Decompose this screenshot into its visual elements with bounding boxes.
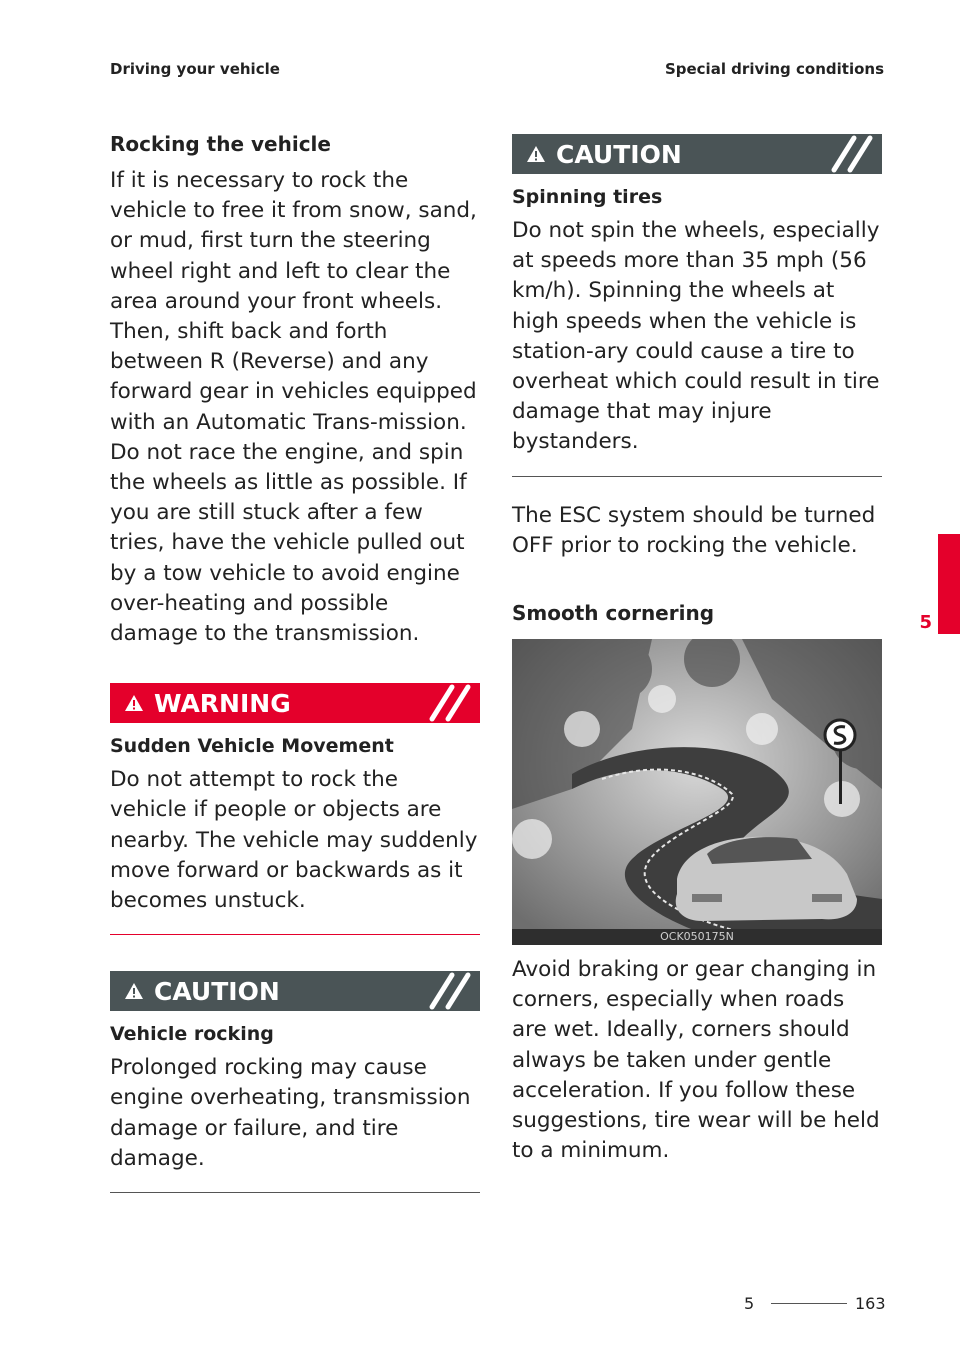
running-header-left: Driving your vehicle — [110, 60, 280, 78]
cornering-illustration — [512, 639, 882, 945]
caution-label: CAUTION — [154, 976, 280, 1006]
caution-text: Do not spin the wheels, especially at speeds more than 35 mph (56 km/h). Spinning the wheels at high speeds when the vehicle is station-ary could cause a tire to overheat which could result in tire damage that may injure bystanders. — [512, 218, 880, 455]
banner-stripes — [824, 134, 878, 174]
section-title-cornering: Smooth cornering — [512, 601, 715, 626]
right-column — [512, 134, 882, 1166]
footer-divider — [771, 1303, 847, 1304]
page-number: 163 — [855, 1294, 886, 1313]
warning-banner — [110, 683, 480, 723]
left-column — [110, 132, 480, 1193]
caution-subtitle: Spinning tires — [512, 186, 663, 208]
caution-rule — [110, 1192, 480, 1193]
caution-banner-spinning — [512, 134, 882, 174]
warning-label: WARNING — [154, 688, 291, 718]
figure-code: OCK050175N — [512, 929, 882, 945]
caution-subtitle: Vehicle rocking — [110, 1023, 274, 1046]
banner-stripes — [422, 971, 476, 1011]
banner-stripes — [422, 683, 476, 723]
chapter-tab — [938, 534, 960, 634]
caution-label: CAUTION — [556, 139, 682, 169]
footer-chapter: 5 — [744, 1294, 755, 1313]
rocking-body-text: If it is necessary to rock the vehicle to free it from snow, sand, or mud, first turn the steering wheel right and left to clear the area around your front wheels. Then, shift back and forth between R (Reverse) and any forward gear in vehicles equipped with an Automatic Trans-mission. Do not race the engine, and spin the wheels as little as possible. If you are still stuck after a few tries, have the vehicle pulled out by a tow vehicle to avoid engine over-heating and possible damage to the transmission. — [110, 168, 477, 647]
cornering-body-text: Avoid braking or gear changing in corners, especially when roads are wet. Ideally, corners should always be taken under gentle acceleration. If you follow these suggestions, tire wear will be held to a minimum. — [512, 957, 880, 1164]
esc-text: The ESC system should be turned OFF prior to rocking the vehicle. — [512, 502, 876, 558]
section-title-rocking: Rocking the vehicle — [110, 132, 331, 156]
warning-triangle-icon — [124, 694, 144, 712]
chapter-tab-number: 5 — [919, 612, 932, 633]
caution-text: Prolonged rocking may cause engine overheating, transmission damage or failure, and tire damage. — [110, 1055, 471, 1171]
warning-text: Do not attempt to rock the vehicle if people or objects are nearby. The vehicle may suddenly move forward or backwards as it becomes unstuck. — [110, 767, 478, 914]
warning-subtitle: Sudden Vehicle Movement — [110, 735, 394, 758]
warning-triangle-icon — [124, 982, 144, 1000]
running-header-right: Special driving conditions — [664, 60, 884, 78]
caution-banner-rocking — [110, 971, 480, 1011]
warning-triangle-icon — [526, 145, 546, 163]
